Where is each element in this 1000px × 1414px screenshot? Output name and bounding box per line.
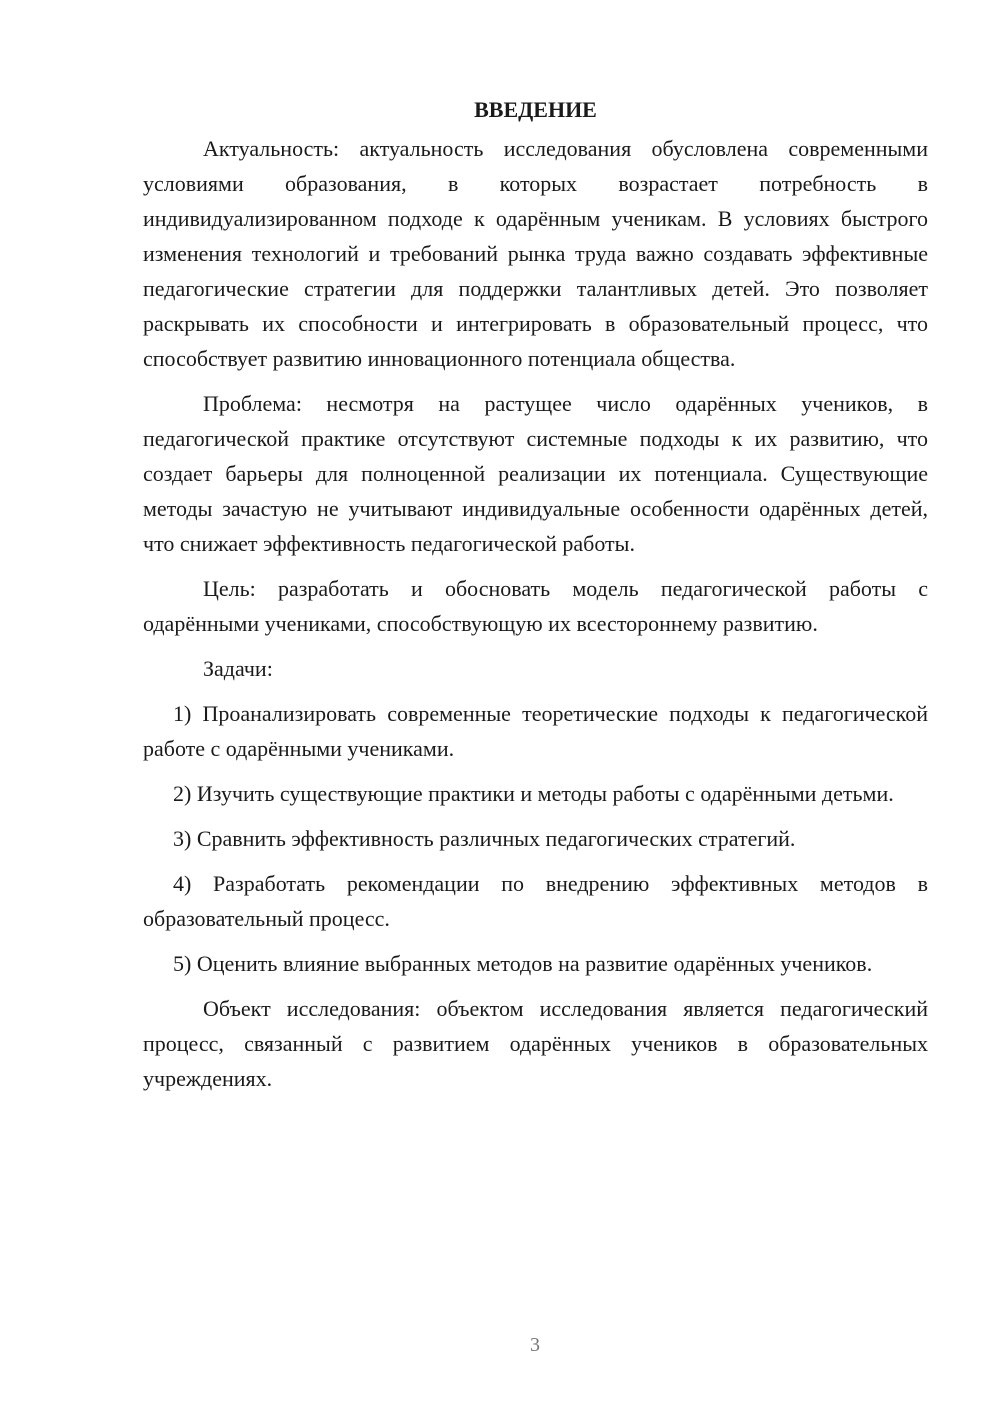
paragraph-goal: Цель: разработать и обосновать модель педагогической работы с одарёнными учениками, способствующую их всестороннему развитию. bbox=[143, 576, 928, 636]
paragraph-problem: Проблема: несмотря на растущее число одарённых учеников, в педагогической практике отсутствуют системные подходы к их развитию, что создает барьеры для полноценной реализации их потенциала. Существующие методы зачастую не учитывают индивидуальные особенности одарённых детей, что снижает эффективность педагогической работы. bbox=[143, 391, 928, 556]
document-page bbox=[143, 92, 928, 1106]
section-title: ВВЕДЕНИЕ bbox=[474, 97, 597, 122]
tasks-heading: Задачи: bbox=[203, 656, 273, 681]
task-item-5: 5) Оценить влияние выбранных методов на развитие одарённых учеников. bbox=[173, 951, 873, 976]
paragraph-relevance: Актуальность: актуальность исследования обусловлена современными условиями образования, в которых возрастает потребность в индивидуализированном подходе к одарённым ученикам. В условиях быстрого изменения технологий и требований рынка труда важно создавать эффективные педагогические стратегии для поддержки талантливых детей. Это позволяет раскрывать их способности и интегрировать в образовательный процесс, что способствует развитию инновационного потенциала общества. bbox=[143, 136, 928, 371]
task-item-4: 4) Разработать рекомендации по внедрению эффективных методов в образовательный процесс. bbox=[143, 871, 928, 931]
task-item-3: 3) Сравнить эффективность различных педагогических стратегий. bbox=[173, 826, 796, 851]
page-number: 3 bbox=[530, 1334, 540, 1356]
paragraph-object: Объект исследования: объектом исследования является педагогический процесс, связанный с развитием одарённых учеников в образовательных учреждениях. bbox=[143, 996, 928, 1091]
task-item-1: 1) Проанализировать современные теоретические подходы к педагогической работе с одарёнными учениками. bbox=[143, 701, 928, 761]
task-item-2: 2) Изучить существующие практики и методы работы с одарёнными детьми. bbox=[173, 781, 894, 806]
